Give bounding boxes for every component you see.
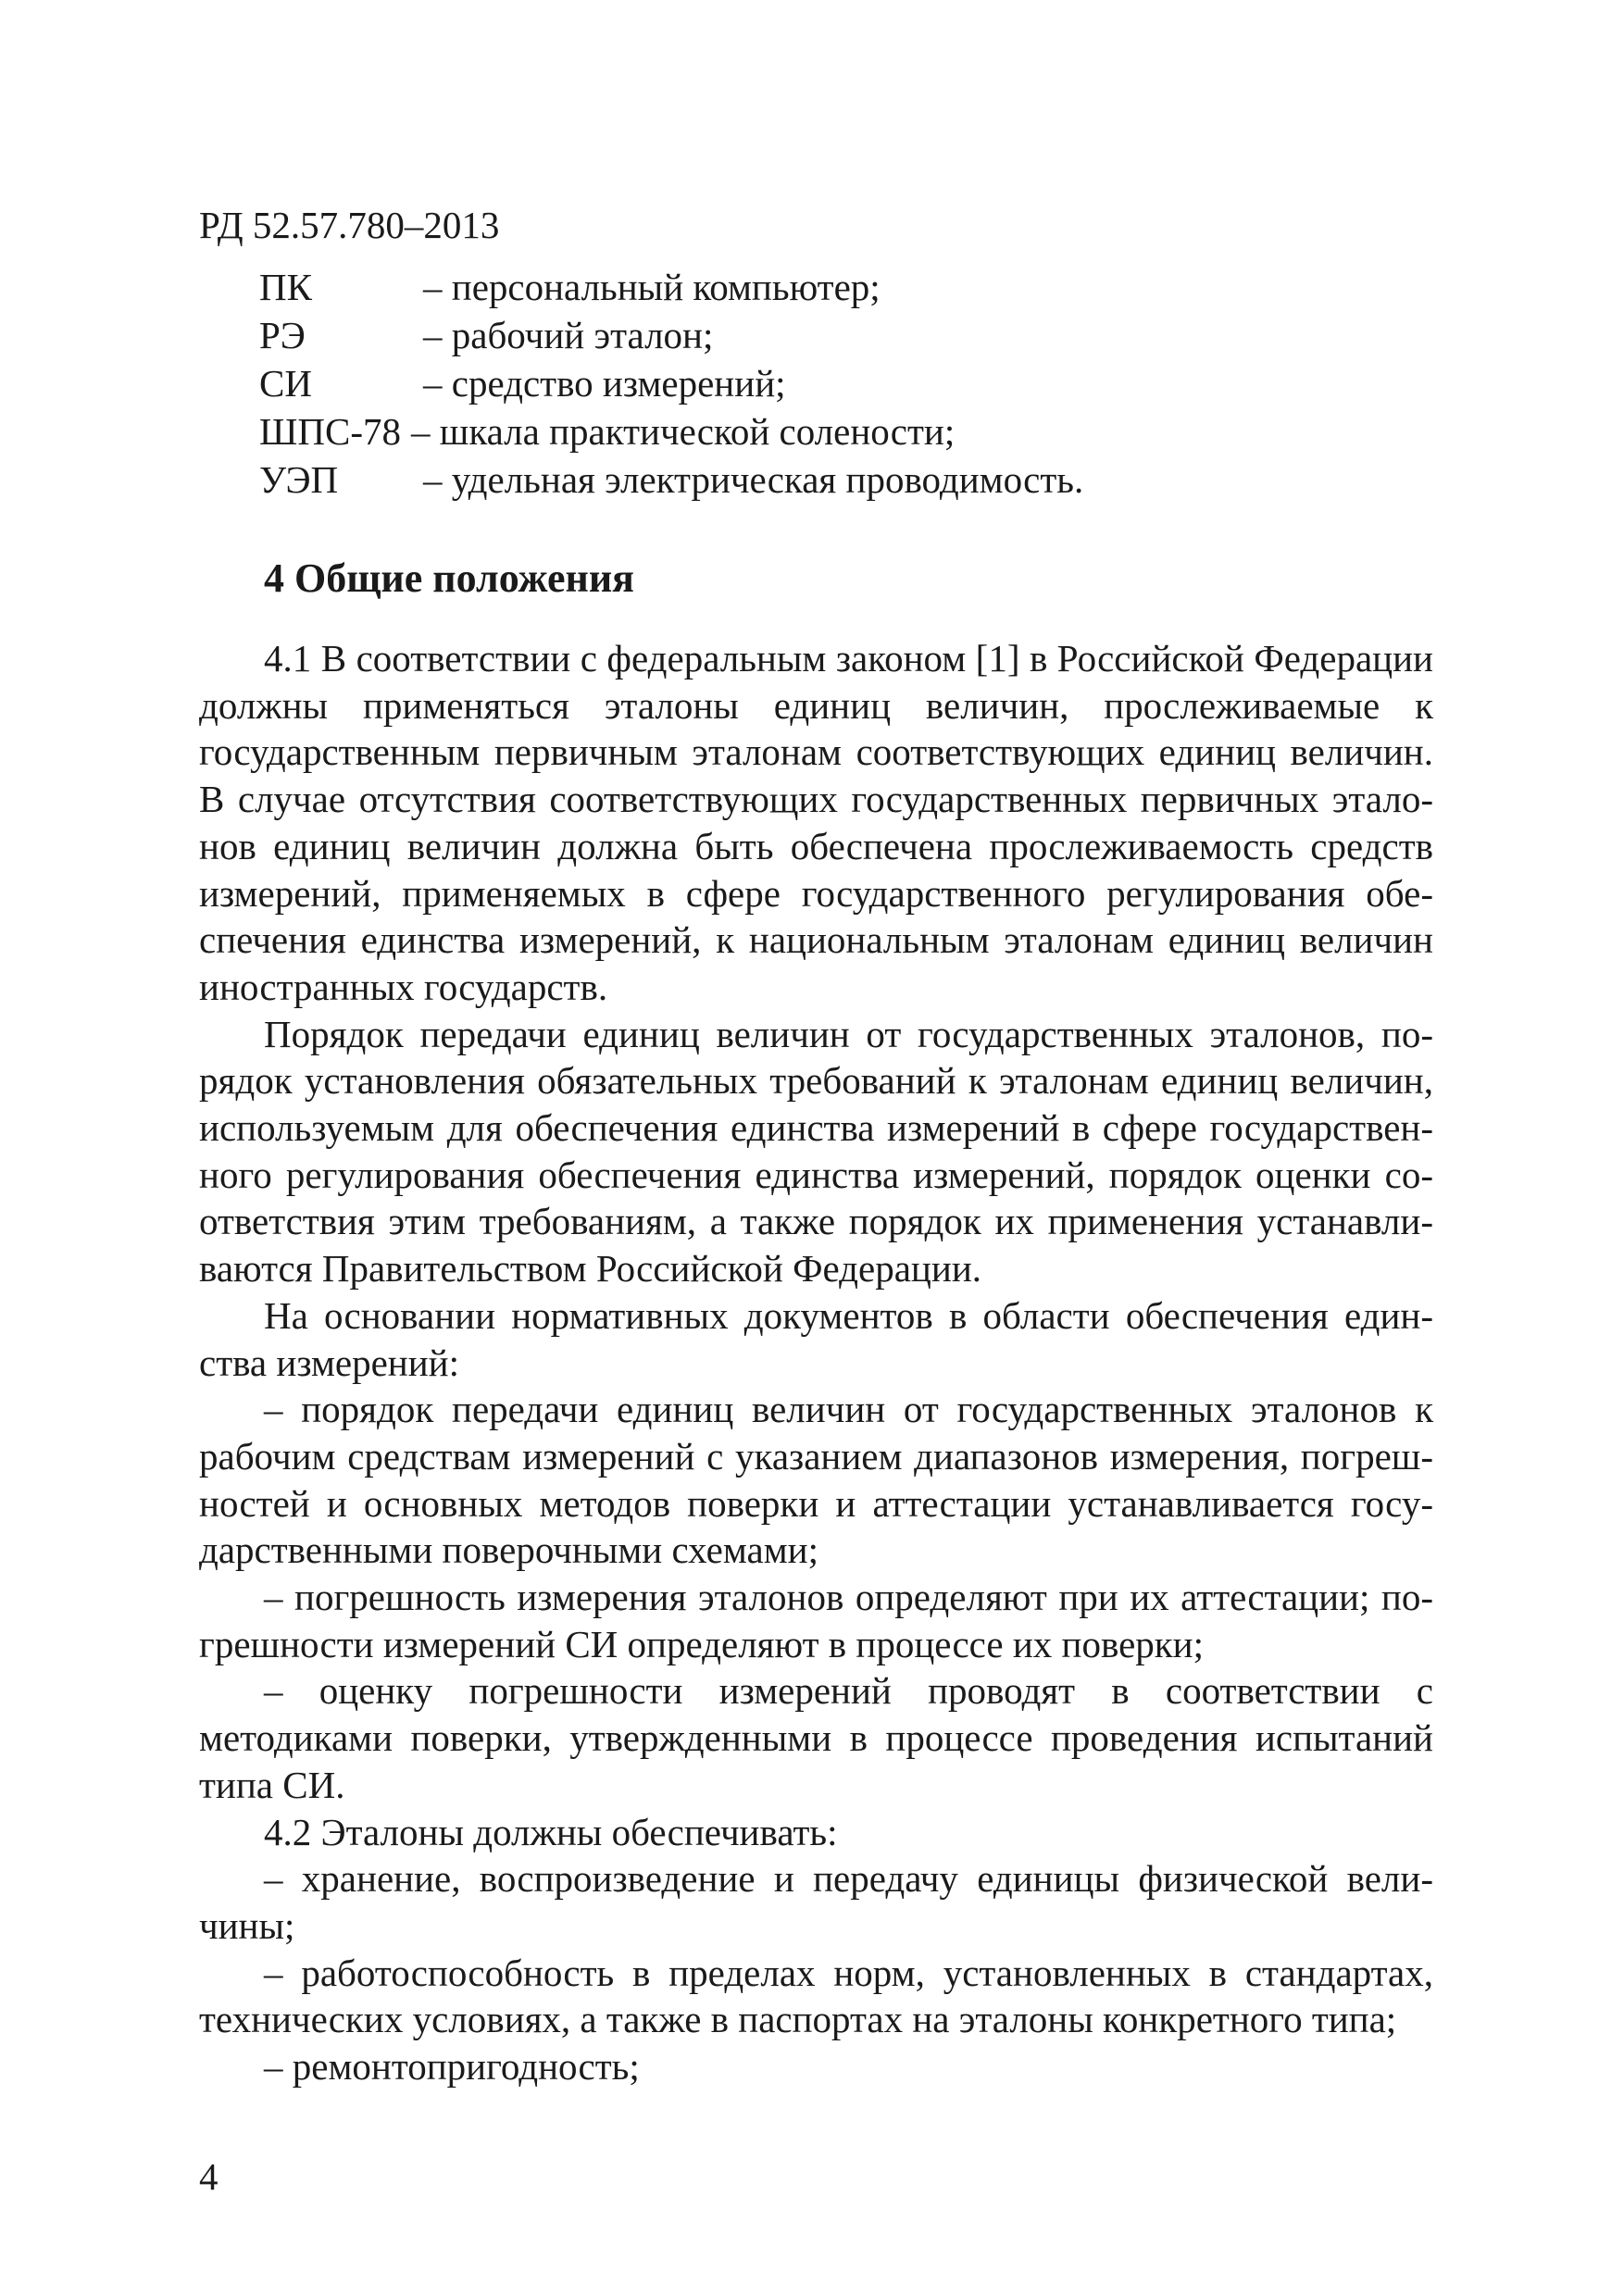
list-item: – ремонтопригодность; [264, 2045, 640, 2089]
abbreviation-definition: – удельная электрическая проводимость. [423, 458, 1084, 501]
abbreviation-term: ПК [259, 266, 312, 308]
abbreviation-term: ШПС-78 [259, 410, 401, 453]
paragraph: Порядок передачи единиц величин от государственных эталонов, порядок установления обязательных требований к эталонам единиц величин, используемым для обеспечения единства измерений в сфере государственного регулирования обеспечения единства измерений, порядок оценки соответствия этим требованиям, а также порядок их применения устанавливаются Правительством Российской Федерации. [199, 1012, 1433, 1291]
list-item: – оценку погрешности измерений проводят в соответствии с методиками поверки, утвержденными в процессе проведения испытаний типа СИ. [199, 1669, 1433, 1806]
abbreviation-row [259, 359, 1463, 407]
abbreviation-row [259, 455, 1463, 504]
abbreviation-row [259, 263, 1463, 311]
paragraph: На основании нормативных документов в области обеспечения единства измерений: [199, 1293, 1433, 1384]
section-heading: 4 Общие положения [264, 555, 634, 601]
paragraph: 4.1 В соответствии с федеральным законом [1] в Российской Федерации должны применяться эталоны единиц величин, прослеживаемые к государственным первичным эталонам соответствующих единиц величин. В случае отсутствия соответствующих государственных первичных эталонов единиц величин должна быть обеспечена прослеживаемость средств измерений, применяемых в сфере государственного регулирования обеспечения единства измерений, к национальным эталонам единиц величин иностранных государств. [199, 637, 1433, 1008]
abbreviation-row [259, 311, 1463, 359]
page-number: 4 [199, 2155, 219, 2198]
abbreviation-list [259, 263, 1463, 504]
abbreviation-definition: – шкала практической солености; [411, 410, 956, 453]
paragraph: 4.2 Эталоны должны обеспечивать: [264, 1810, 838, 1853]
abbreviation-definition: – средство измерений; [423, 362, 786, 405]
section-body [199, 635, 1433, 2090]
list-item: – погрешность измерения эталонов определяют при их аттестации; погрешности измерений СИ определяют в процессе их поверки; [199, 1576, 1433, 1665]
abbreviation-definition: – персональный компьютер; [423, 266, 881, 308]
list-item: – работоспособность в пределах норм, установленных в стандартах, технических условиях, а также в паспортах на эталоны конкретного типа; [199, 1951, 1433, 2041]
list-item: – порядок передачи единиц величин от государственных эталонов к рабочим средствам измерений с указанием диапазонов измерения, погрешностей и основных методов поверки и аттестации устанавливается государственными поверочными схемами; [199, 1388, 1433, 1572]
document-code: РД 52.57.780–2013 [199, 204, 500, 246]
abbreviation-term: УЭП [259, 458, 339, 501]
abbreviation-definition: – рабочий эталон; [423, 314, 714, 356]
abbreviation-row [259, 407, 1463, 455]
list-item: – хранение, воспроизведение и передачу единицы физической величины; [199, 1857, 1433, 1947]
abbreviation-term: РЭ [259, 314, 306, 356]
abbreviation-term: СИ [259, 362, 312, 405]
